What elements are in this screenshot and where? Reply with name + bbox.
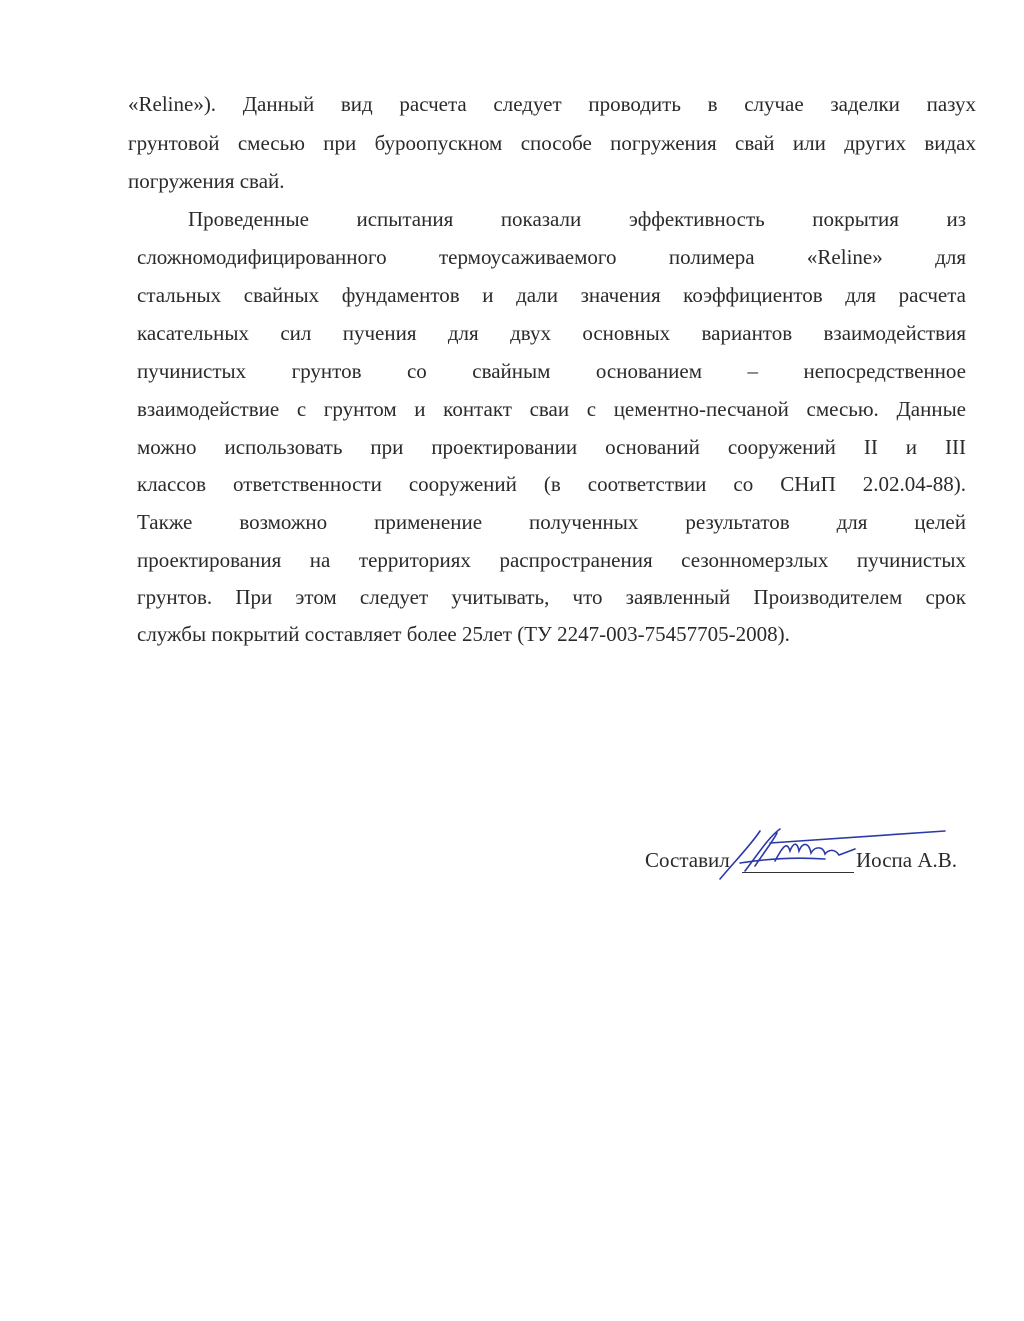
- text-line: классов ответственности сооружений (в соответствии со СНиП 2.02.04-88).: [137, 472, 966, 496]
- text-line: взаимодействие с грунтом и контакт сваи с цементно-песчаной смесью. Данные: [137, 397, 966, 421]
- text-line: грунтовой смесью при буроопускном способе погружения свай или других видах: [128, 131, 976, 155]
- signature-label: Составил: [645, 848, 730, 872]
- text-line: пучинистых грунтов со свайным основанием – непосредственное: [137, 359, 966, 383]
- text-line: стальных свайных фундаментов и дали значения коэффициентов для расчета: [137, 283, 966, 307]
- text-line: сложномодифицированного термоусаживаемого полимера «Reline» для: [137, 245, 966, 269]
- text-line: можно использовать при проектировании оснований сооружений II и III: [137, 435, 966, 459]
- text-line: Также возможно применение полученных результатов для целей: [137, 510, 966, 534]
- text-line: грунтов. При этом следует учитывать, что заявленный Производителем срок: [137, 585, 966, 609]
- text-line: службы покрытий составляет более 25лет (ТУ 2247-003-75457705-2008).: [137, 622, 790, 646]
- text-line: погружения свай.: [128, 169, 285, 193]
- text-line: Проведенные испытания показали эффективность покрытия из: [188, 207, 966, 231]
- signature-block: [645, 846, 975, 886]
- text-line: «Reline»). Данный вид расчета следует проводить в случае заделки пазух: [128, 92, 976, 116]
- signer-name: Иоспа А.В.: [856, 848, 957, 872]
- text-line: проектирования на территориях распространения сезонномерзлых пучинистых: [137, 548, 966, 572]
- text-line: касательных сил пучения для двух основных вариантов взаимодействия: [137, 321, 966, 345]
- handwritten-signature: [705, 821, 955, 891]
